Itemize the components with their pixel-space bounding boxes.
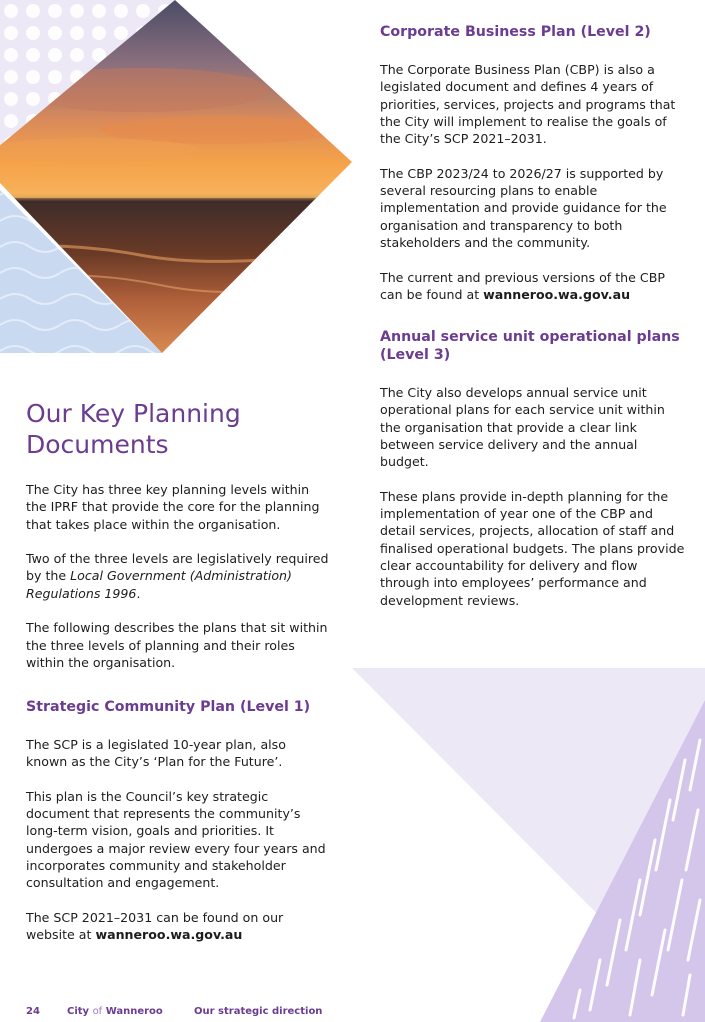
cbp-heading: Corporate Business Plan (Level 2) (380, 24, 651, 40)
ops-heading-line1: Annual service unit operational plans (380, 329, 680, 345)
intro-p2-text: Two of the three levels are legislatively required by the (26, 551, 329, 584)
left-column (26, 398, 331, 460)
org-city: City (67, 1006, 90, 1017)
cbp-p3-text: The current and previous versions of the CBP can be found at (380, 269, 665, 302)
page-title-line2: Documents (26, 430, 169, 459)
scp-paragraph-3 (26, 909, 330, 944)
page-title-line1: Our Key Planning (26, 399, 241, 428)
scp-section (26, 698, 330, 944)
org-name (67, 1006, 163, 1017)
website-link[interactable]: wanneroo.wa.gov.au (95, 927, 243, 943)
ops-paragraph-1: The City also develops annual service unit operational plans for each service unit within the organisation that provide a clear link between service delivery and the annual budget. (380, 385, 665, 470)
org-of: of (92, 1006, 103, 1017)
intro-paragraph-1: The City has three key planning levels within the IPRF that provide the core for the planning that takes place within the organisation. (26, 482, 320, 532)
ops-paragraph-2: These plans provide in-depth planning for the implementation of year one of the CBP and detail services, projects, allocation of staff and finalised operational budgets. The plans provide clear accountability for delivery and flow through into employees’ performance and development reviews. (380, 488, 685, 608)
page-number: 24 (26, 1006, 40, 1017)
intro-paragraph-3: The following describes the plans that sit within the three levels of planning and their roles within the organisation. (26, 620, 328, 670)
regulation-name: Local Government (Administration) Regulations 1996 (26, 568, 292, 601)
ops-section (380, 328, 685, 609)
scp-p3-text: The SCP 2021–2031 can be found on our website at (26, 909, 284, 943)
website-link[interactable]: wanneroo.wa.gov.au (483, 286, 631, 302)
scp-paragraph-2: This plan is the Council’s key strategic document that represents the community’s long-term vision, goals and priorities. It undergoes a major review every four years and incorporates community and stakeholder consultation and engagement. (26, 788, 326, 891)
cbp-paragraph-1: The Corporate Business Plan (CBP) is also a legislated document and defines 4 years of priorities, services, projects and programs that the City will implement to realise the goals of the City’s SCP 2021–2031. (380, 62, 676, 147)
page-title (26, 398, 331, 460)
scp-heading: Strategic Community Plan (Level 1) (26, 699, 311, 715)
cbp-paragraph-3 (380, 269, 685, 304)
ops-heading (380, 328, 685, 364)
cbp-paragraph-2: The CBP 2023/24 to 2026/27 is supported by several resourcing plans to enable implementation and provide guidance for the organisation and transparency to both stakeholders and the community. (380, 165, 667, 250)
org-wanneroo: Wanneroo (105, 1006, 163, 1017)
section-name: Our strategic direction (194, 1006, 323, 1017)
intro-paragraph-2 (26, 550, 330, 602)
intro-p2-end: . (136, 585, 141, 601)
ops-heading-line2: (Level 3) (380, 347, 451, 363)
cbp-section (380, 23, 685, 303)
scp-paragraph-1: The SCP is a legislated 10-year plan, also known as the City’s ‘Plan for the Future’. (26, 737, 286, 770)
left-text (26, 481, 330, 671)
